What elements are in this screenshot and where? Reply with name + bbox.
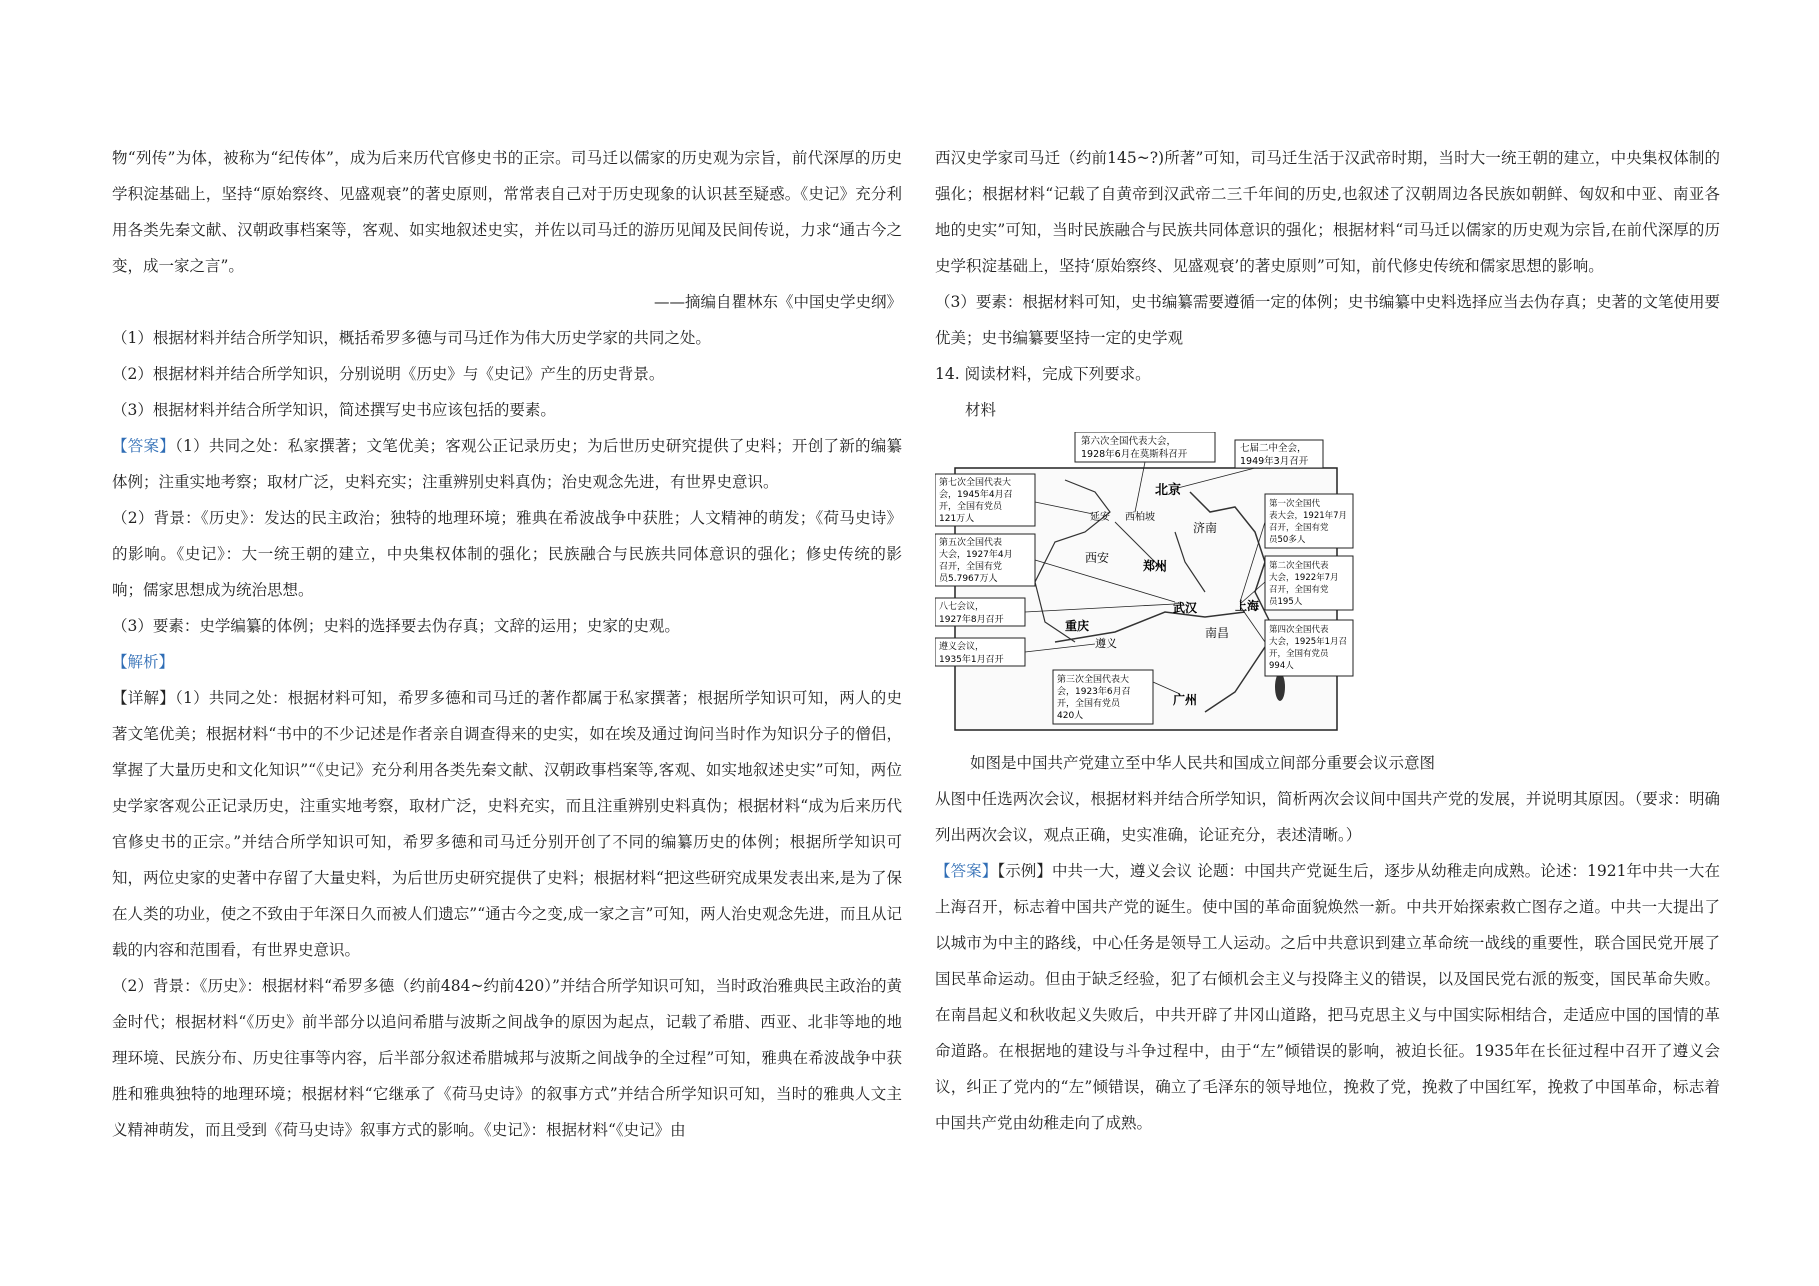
svg-text:420人: 420人 [1057, 711, 1084, 721]
detail-tag: 【详解】 [112, 689, 176, 707]
svg-text:员50多人: 员50多人 [1269, 535, 1306, 545]
answer-1-text: （1）共同之处：私家撰著；文笔优美；客观公正记录历史；为后世历史研究提供了史料；开创了新的编纂体例；注重实地考察；取材广泛，史料充实；注重辨别史料真伪；治史观念先进，有世界史意识。 [112, 437, 902, 491]
box-fifth-congress [935, 534, 1035, 586]
svg-text:表大会，1921年7月: 表大会，1921年7月 [1269, 511, 1348, 521]
svg-text:大会，1925年1月召: 大会，1925年1月召 [1269, 637, 1348, 647]
svg-text:121万人: 121万人 [939, 514, 975, 524]
city-xibaipo: 西柏坡 [1125, 512, 1155, 523]
city-nanchang: 南昌 [1205, 626, 1230, 640]
svg-text:第五次全国代表: 第五次全国代表 [939, 538, 1003, 548]
answer-14-text: 【示例】中共一大，遵义会议 论题：中国共产党诞生后，逐步从幼稚走向成熟。论述：1921年中共一大在上海召开，标志着中国共产党的诞生。使中国的革命面貌焕然一新。中共开始探索救亡图存之道。中共一大提出了以城市为中主的路线，中心任务是领导工人运动。之后中共意识到建立革命统一战线的重要性，联合国民党开展了国民革命运动。但由于缺乏经验，犯了右倾机会主义与投降主义的错误，以及国民党右派的叛变，国民革命失败。在南昌起义和秋收起义失败后，中共开辟了井冈山道路，把马克思主义与中国实际相结合，走适应中国的国情的革命道路。在根据地的建设与斗争过程中，由于“左”倾错误的影响，被迫长征。1935年在长征过程中召开了遵义会议，纠正了党内的“左”倾错误，确立了毛泽东的领导地位，挽救了党，挽救了中国红军，挽救了中国革命，标志着中国共产党由幼稚走向了成熟。 [935, 862, 1720, 1132]
box-third-congress [1053, 670, 1153, 724]
question-3: （3）根据材料并结合所学知识，简述撰写史书应该包括的要素。 [112, 401, 556, 419]
svg-text:会，1923年6月召: 会，1923年6月召 [1057, 687, 1131, 697]
svg-text:召开，全国有党: 召开，全国有党 [1269, 523, 1329, 533]
svg-text:第七次全国代表大: 第七次全国代表大 [939, 478, 1012, 488]
material-paragraph: 物“列传”为体，被称为“纪传体”，成为后来历代官修史书的正宗。司马迁以儒家的历史观为宗旨，前代深厚的历史学积淀基础上，坚持“原始察终、见盛观衰”的著史原则，常常表自己对于历史现象的认识甚至疑惑。《史记》充分利用各类先秦文献、汉朝政事档案等，客观、如实地叙述史实，并佐以司马迁的游历见闻及民间传说，力求“通古今之变，成一家之言”。 [112, 149, 902, 275]
material-label: 材料 [965, 401, 997, 419]
city-zhengzhou: 郑州 [1143, 559, 1168, 573]
detail-2: （2）背景：《历史》：根据材料“希罗多德（约前484~约前420）”并结合所学知识可知，当时政治雅典民主政治的黄金时代；根据材料“《历史》前半部分以追问希腊与波斯之间战争的原因为起点，记载了希腊、西亚、北非等地的地理环境、民族分布、历史往事等内容，后半部分叙述希腊城邦与波斯之间战争的全过程”可知，雅典在希波战争中获胜和雅典独特的地理环境；根据材料“它继承了《荷马史诗》的叙事方式”并结合所学知识可知，当时的雅典人文主义精神萌发，而且受到《荷马史诗》叙事方式的影响。《史记》：根据材料“《史记》由 [112, 977, 902, 1139]
svg-text:会，1945年4月召: 会，1945年4月召 [939, 490, 1013, 500]
svg-text:开，全国有党员: 开，全国有党员 [1057, 699, 1121, 709]
svg-text:大会，1927年4月: 大会，1927年4月 [939, 550, 1013, 560]
answer-3: （3）要素：史学编纂的体例；史料的选择要去伪存真；文辞的运用；史家的史观。 [112, 617, 680, 635]
answer-14-tag: 【答案】 [935, 862, 998, 880]
answer-14 [935, 853, 1720, 1141]
city-wuhan: 武汉 [1173, 601, 1198, 615]
box-zunyi [935, 638, 1025, 666]
source-citation: ——摘编自瞿林东《中国史学史纲》 [653, 293, 902, 311]
right-paragraph-1: 西汉史学家司马迁（约前145~?)所著”可知，司马迁生活于汉武帝时期，当时大一统王朝的建立，中央集权体制的强化；根据材料“记载了自黄帝到汉武帝二三千年间的历史,也叙述了汉朝周边各民族如朝鲜、匈奴和中亚、南亚各地的史实”可知，当时民族融合与民族共同体意识的强化；根据材料“司马迁以儒家的历史观为宗旨,在前代深厚的历史学积淀基础上，坚持‘原始察终、见盛观衰’的著史原则”可知，前代修史传统和儒家思想的影响。 [935, 149, 1720, 275]
meeting-map [935, 432, 1355, 745]
svg-text:开，全国有党员: 开，全国有党员 [1269, 649, 1329, 659]
box-first-congress [1265, 494, 1353, 548]
svg-text:召开，全国有党: 召开，全国有党 [939, 562, 1003, 572]
question-1: （1）根据材料并结合所学知识，概括希罗多德与司马迁作为伟大历史学家的共同之处。 [112, 329, 711, 347]
city-zunyi: 遵义 [1095, 637, 1117, 650]
city-xian: 西安 [1085, 551, 1110, 565]
box-second-plenary [1235, 440, 1323, 468]
svg-text:第三次全国代表大: 第三次全国代表大 [1057, 675, 1130, 685]
svg-text:大会，1922年7月: 大会，1922年7月 [1269, 573, 1339, 583]
box-second-congress [1265, 556, 1353, 610]
detail-1-text: （1）共同之处：根据材料可知，希罗多德和司马迁的著作都属于私家撰著；根据所学知识可知，两人的史著文笔优美；根据材料“书中的不少记述是作者亲自调查得来的史实，如在埃及通过询问当时作为知识分子的僧侣，掌握了大量历史和文化知识”“《史记》充分利用各类先秦文献、汉朝政事档案等,客观、如实地叙述史实”可知，两位史学家客观公正记录历史，注重实地考察，取材广泛，史料充实，而且注重辨别史料真伪；根据材料“成为后来历代官修史书的正宗。”并结合所学知识可知，希罗多德和司马迁分别开创了不同的编纂历史的体例；根据所学知识可知，两位史家的史著中存留了大量史料，为后世历史研究提供了史料；根据材料“把这些研究成果发表出来,是为了保在人类的功业，使之不致由于年深日久而被人们遗忘”“通古今之变,成一家之言”可知，两人治史观念先进，而且从记载的内容和范围看，有世界史意识。 [112, 689, 902, 959]
svg-text:第一次全国代: 第一次全国代 [1269, 499, 1321, 509]
city-shanghai: 上海 [1235, 599, 1260, 613]
question-2: （2）根据材料并结合所学知识，分别说明《历史》与《史记》产生的历史背景。 [112, 365, 665, 383]
svg-text:1949年3月召开: 1949年3月召开 [1240, 456, 1309, 467]
box-seventh-congress [935, 474, 1035, 526]
task-prompt: 从图中任选两次会议，根据材料并结合所学知识，简析两次会议间中国共产党的发展，并说明其原因。（要求：明确列出两次会议，观点正确，史实准确，论证充分，表述清晰。） [935, 790, 1720, 844]
map-caption: 如图是中国共产党建立至中华人民共和国成立间部分重要会议示意图 [970, 754, 1436, 772]
city-chongqing: 重庆 [1065, 619, 1090, 633]
city-yanan: 延安 [1090, 512, 1110, 523]
svg-text:第四次全国代表: 第四次全国代表 [1269, 625, 1329, 635]
svg-text:员195人: 员195人 [1269, 597, 1303, 607]
svg-text:第六次全国代表大会，: 第六次全国代表大会， [1081, 436, 1177, 447]
box-august-7 [935, 598, 1025, 626]
question-14: 14. 阅读材料，完成下列要求。 [935, 365, 1151, 383]
city-beijing: 北京 [1155, 483, 1182, 498]
svg-text:七届二中全会，: 七届二中全会， [1240, 443, 1307, 454]
svg-text:召开，全国有党: 召开，全国有党 [1269, 585, 1329, 595]
answer-1 [112, 428, 902, 500]
box-fourth-congress [1265, 620, 1353, 676]
svg-text:开，全国有党员: 开，全国有党员 [939, 502, 1003, 512]
svg-text:994人: 994人 [1269, 661, 1294, 671]
svg-text:1928年6月在莫斯科召开: 1928年6月在莫斯科召开 [1081, 449, 1188, 460]
map-figure [935, 432, 1355, 732]
detail-1 [112, 680, 902, 968]
answer-tag: 【答案】 [112, 437, 176, 455]
svg-text:1927年8月召开: 1927年8月召开 [939, 615, 1004, 625]
svg-text:八七会议，: 八七会议， [939, 602, 985, 612]
right-paragraph-2: （3）要素：根据材料可知，史书编纂需要遵循一定的体例；史书编纂中史料选择应当去伪存真；史著的文笔使用要优美；史书编纂要坚持一定的史学观 [935, 293, 1720, 347]
city-guangzhou: 广州 [1173, 693, 1198, 707]
svg-text:1935年1月召开: 1935年1月召开 [939, 655, 1004, 665]
city-jinan: 济南 [1193, 521, 1218, 535]
svg-text:遵义会议，: 遵义会议， [939, 642, 985, 652]
svg-text:第二次全国代表: 第二次全国代表 [1269, 561, 1329, 571]
analysis-tag: 【解析】 [112, 653, 175, 671]
answer-2: （2）背景：《历史》：发达的民主政治；独特的地理环境；雅典在希波战争中获胜；人文精神的萌发；《荷马史诗》的影响。《史记》：大一统王朝的建立，中央集权体制的强化；民族融合与民族共同体意识的强化；修史传统的影响；儒家思想成为统治思想。 [112, 509, 902, 599]
box-sixth-congress [1075, 432, 1215, 462]
svg-text:员5.7967万人: 员5.7967万人 [939, 574, 998, 584]
right-column [935, 140, 1720, 1141]
left-column [112, 140, 902, 1148]
